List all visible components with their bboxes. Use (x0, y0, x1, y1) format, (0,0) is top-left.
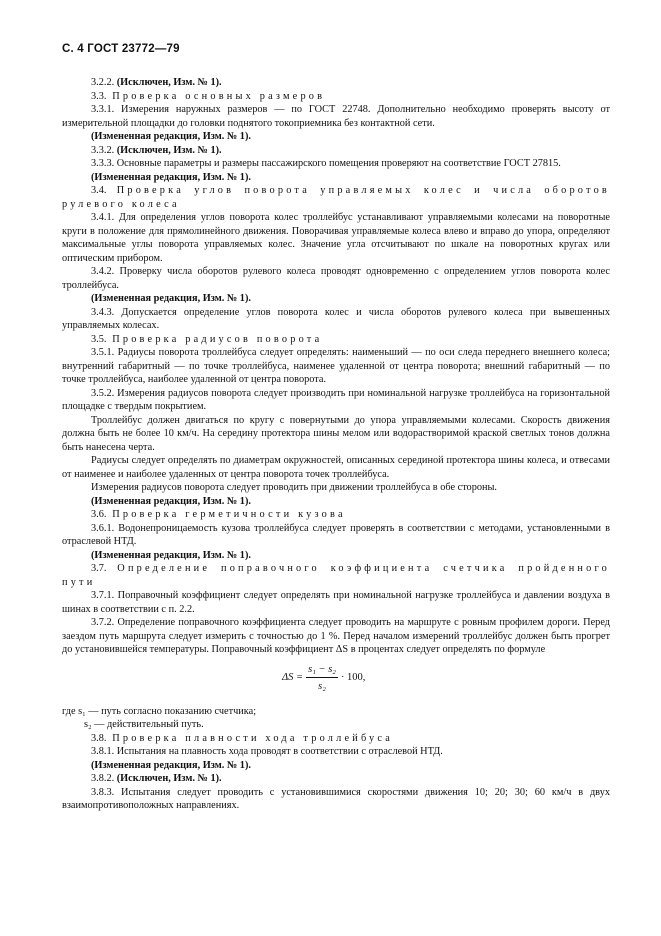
clause-number: 3.4. (91, 185, 107, 196)
clause-text: (Исключен, Изм. № 1). (114, 144, 222, 156)
formula (62, 661, 610, 701)
page-header: С. 4 ГОСТ 23772—79 (62, 43, 180, 55)
formula-tail: · 100, (340, 672, 366, 684)
paragraph (62, 157, 610, 171)
formula-where-2: s₂ — действительный путь. (84, 719, 204, 730)
paragraph (62, 184, 610, 211)
clause-text: Испытания на плавность хода проводят в соответствии с отраслевой НТД. (114, 746, 443, 757)
clause-text: (Измененная редакция, Изм. № 1). (91, 759, 251, 771)
paragraph (62, 495, 610, 509)
paragraph (62, 745, 610, 759)
paragraph (62, 387, 610, 414)
clause-text: Определение поправочного коэффициента следует проводить на маршруте с ровным профилем дороги. Перед заездом путь маршрута следует измерить с точностью до 1 %. Перед началом измерений троллейбус должен быть прогрет до установившейся температуры. Поправочный коэффициент ΔS в процентах следует определять по формуле (62, 617, 610, 655)
clause-text: (Исключен, Изм. № 1). (114, 77, 222, 88)
paragraph (62, 522, 610, 549)
clause-text: Проверка радиусов поворота (106, 333, 323, 345)
section-blocks-top (62, 76, 610, 657)
clause-text: Измерения радиусов поворота следует проводить при движении троллейбуса в обе стороны. (91, 482, 498, 493)
paragraph (62, 772, 610, 786)
clause-number: 3.8. (91, 732, 107, 744)
paragraph (62, 333, 610, 347)
paragraph (62, 414, 610, 455)
paragraph (62, 589, 610, 616)
formula-where-1: где s₁ — путь согласно показанию счетчика; (62, 705, 257, 717)
clause-number: 3.4.3. (91, 306, 115, 318)
clause-text: Основные параметры и размеры пассажирского помещения проверяют на соответствие ГОСТ 27815. (114, 158, 561, 169)
clause-text: Определение поправочного коэффициента счетчика пройденного пути (62, 563, 610, 588)
clause-number: 3.4.1. (91, 212, 115, 223)
paragraph (62, 103, 610, 130)
clause-text: (Исключен, Изм. № 1). (114, 773, 222, 784)
clause-text: Проверка плавности хода троллейбуса (106, 732, 394, 744)
clause-text: Допускается определение углов поворота колес и числа оборотов рулевого колеса при вывешенных управляемых колесах. (62, 306, 610, 331)
paragraph (62, 454, 610, 481)
paragraph (62, 306, 610, 333)
clause-text: Измерения радиусов поворота следует производить при номинальной нагрузке троллейбуса на горизонтальной площадке с твердым покрытием. (62, 387, 610, 412)
clause-number: 3.3. (91, 90, 107, 102)
paragraph (62, 562, 610, 589)
clause-text: (Измененная редакция, Изм. № 1). (91, 171, 251, 183)
clause-text: Проверка основных размеров (106, 90, 326, 102)
paragraph (62, 171, 610, 185)
clause-number: 3.8.1. (91, 746, 115, 757)
clause-number: 3.6.1. (91, 522, 115, 534)
paragraph (62, 759, 610, 773)
clause-number: 3.3.2. (91, 144, 115, 156)
paragraph (62, 549, 610, 563)
clause-number: 3.8.3. (91, 786, 115, 798)
clause-text: Испытания следует проводить с установившимися скоростями движения 10; 20; 30; 60 км/ч в двух взаимопротивоположных направлениях. (62, 786, 610, 811)
clause-text: (Измененная редакция, Изм. № 1). (91, 495, 251, 507)
clause-number: 3.6. (91, 509, 107, 520)
clause-number: 3.7.1. (91, 590, 115, 601)
paragraph (62, 346, 610, 387)
clause-number: 3.8.2. (91, 773, 115, 784)
paragraph (62, 265, 610, 292)
clause-number: 3.7. (91, 563, 107, 574)
clause-text: (Измененная редакция, Изм. № 1). (91, 549, 251, 561)
clause-text: Троллейбус должен двигаться по кругу с повернутыми до упора управляемыми колесами. Скорость движения должна быть не более 10 км/ч. На середину протектора шины мелом или водорастворимой краской светлых тонов должна быть нанесена черта. (62, 414, 610, 453)
clause-text: Радиусы следует определять по диаметрам окружностей, описанных серединой протектора шины колеса, и отвесами от наименее и наиболее удаленных от центра поворота точек троллейбуса. (62, 455, 610, 480)
clause-text: (Измененная редакция, Изм. № 1). (91, 131, 251, 142)
paragraph (62, 76, 610, 90)
clause-text: Поправочный коэффициент следует определять при номинальной нагрузке троллейбуса и давлении воздуха в шинах в соответствии с п. 2.2. (62, 590, 610, 615)
paragraph (62, 616, 610, 657)
clause-text: Проверка герметичности кузова (106, 509, 346, 520)
paragraph (62, 732, 610, 746)
paragraph (62, 144, 610, 158)
formula-expression (282, 663, 365, 694)
paragraph (62, 211, 610, 265)
formula-denominator: s₂ (318, 681, 326, 692)
clause-text: (Измененная редакция, Изм. № 1). (91, 293, 251, 304)
paragraph (62, 130, 610, 144)
section-blocks-bottom (62, 732, 610, 813)
clause-number: 3.4.2. (91, 266, 115, 277)
document-body (62, 76, 610, 813)
clause-text: Радиусы поворота троллейбуса следует определять: наименьший — по оси следа переднего внешнего колеса; внутренний габаритный — по точке троллейбуса, наименее удаленной от центра поворота; внешний габаритный — по точке троллейбуса, наиболее удаленной от центра поворота. (62, 347, 610, 385)
clause-text: Проверка углов поворота управляемых колес и числа оборотов рулевого колеса (62, 185, 610, 210)
clause-number: 3.3.3. (91, 158, 115, 169)
clause-number: 3.3.1. (91, 104, 115, 115)
clause-text: Водонепроницаемость кузова троллейбуса следует проверять в соответствии с методами, установленными в отраслевой НТД. (62, 522, 610, 547)
clause-number: 3.5.2. (91, 387, 115, 399)
formula-lhs: ΔS = (282, 672, 304, 684)
formula-numerator: s₁ − s₂ (306, 663, 338, 679)
clause-number: 3.5. (91, 333, 107, 345)
paragraph (62, 90, 610, 104)
clause-text: Измерения наружных размеров — по ГОСТ 22748. Дополнительно необходимо проверять высоту от измерительной площадки до головки поднятого токоприемника без контактной сети. (62, 104, 610, 129)
formula-fraction (306, 663, 338, 694)
paragraph (62, 508, 610, 522)
clause-text: Для определения углов поворота колес троллейбус устанавливают управляемыми колесами на поворотные круги в положение для прямолинейного движения. Поворачивая управляемые колеса влево и вправо до упора, определяют максимальные углы поворота управляемых колес. Значение угла отсчитывают по шкале на поворотных кругах или оптическим прибором. (62, 212, 610, 264)
paragraph (62, 481, 610, 495)
clause-text: Проверку числа оборотов рулевого колеса проводят одновременно с определением углов поворота колес троллейбуса. (62, 266, 610, 291)
clause-number: 3.7.2. (91, 617, 115, 628)
clause-number: 3.2.2. (91, 77, 115, 88)
clause-number: 3.5.1. (91, 347, 115, 358)
paragraph (62, 292, 610, 306)
paragraph (62, 786, 610, 813)
